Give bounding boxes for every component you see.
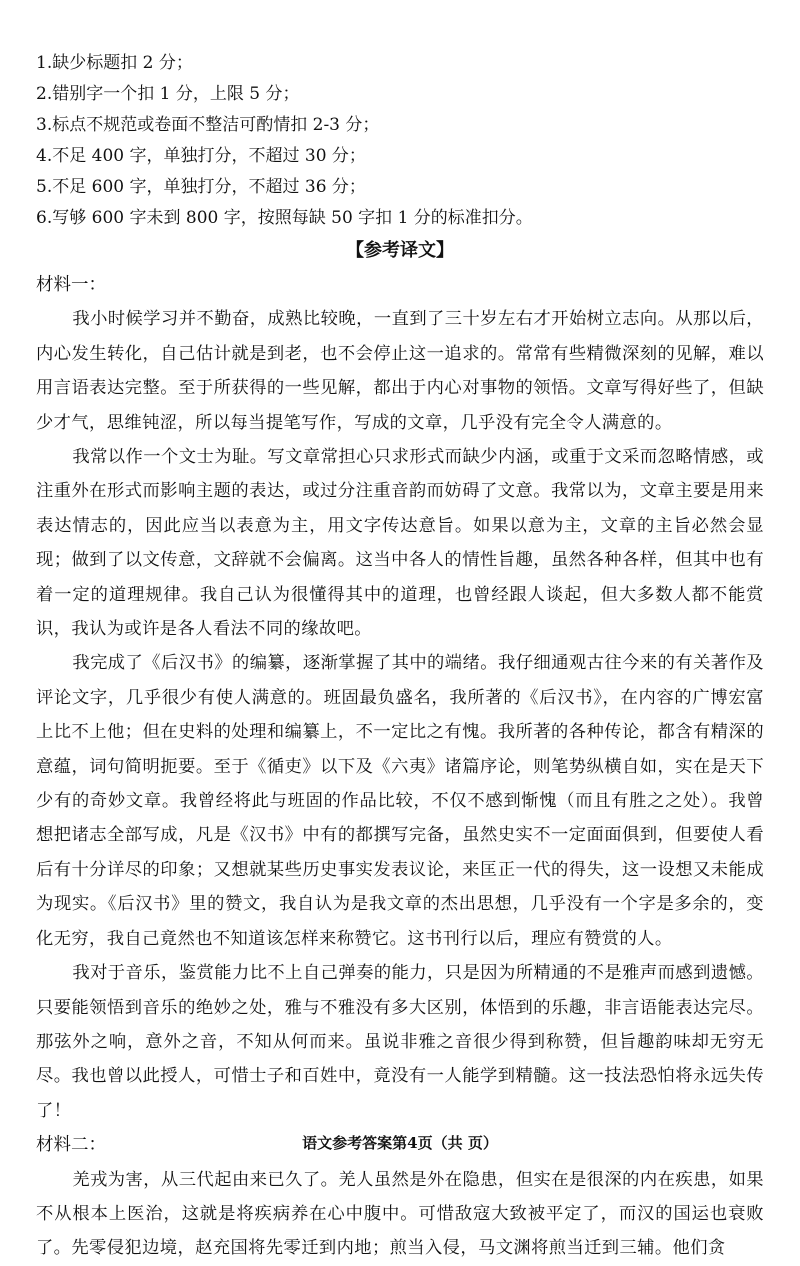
rule-item: 5.不足 600 字，单独打分，不超过 36 分； <box>36 177 366 197</box>
rule-item: 6.写够 600 字未到 800 字，按照每缺 50 字扣 1 分的标准扣分。 <box>36 208 533 228</box>
rule-item: 3.标点不规范或卷面不整洁可酌情扣 2-3 分； <box>36 115 380 135</box>
scoring-rules <box>36 48 776 234</box>
section-heading: 【参考译文】 <box>346 240 454 261</box>
material2-label: 材料二： <box>36 1135 106 1156</box>
material1-paragraph: 我小时候学习并不勤奋，成熟比较晚，一直到了三十岁左右才开始树立志向。从那以后，内心发生转化，自己估计就是到老，也不会停止这一追求的。常常有些精微深刻的见解，难以用言语表达完整。至于所获得的一些见解，都出于内心对事物的领悟。文章写得好些了，但缺少才气，思维钝涩，所以每当提笔写作，写成的文章，几乎没有完全令人满意的。 <box>36 309 764 433</box>
material2-paragraph: 羌戎为害，从三代起由来已久了。羌人虽然是外在隐患，但实在是很深的内在疾患，如果不从根本上医治，这就是将疾病养在心中腹中。可惜敌寇大致被平定了，而汉的国运也衰败了。先零侵犯边境，赵充国将先零迁到内地；煎当入侵，马文渊将煎当迁到三辅。他们贪 <box>36 1169 764 1259</box>
material1-label: 材料一： <box>36 275 106 295</box>
rule-item: 4.不足 400 字，单独打分，不超过 30 分； <box>36 146 366 166</box>
translation-body <box>36 268 764 1266</box>
page-footer: 语文参考答案第4页（共 页） <box>302 1134 498 1152</box>
material1-paragraph: 我完成了《后汉书》的编纂，逐渐掌握了其中的端绪。我仔细通观古往今来的有关著作及评论文字，几乎很少有使人满意的。班固最负盛名，我所著的《后汉书》，在内容的广博宏富上比不上他；但在史料的处理和编纂上，不一定比之有愧。我所著的各种传论，都含有精深的意蕴，词句简明扼要。至于《循吏》以下及《六夷》诸篇序论，则笔势纵横自如，实在是天下少有的奇妙文章。我曾经将此与班固的作品比较，不仅不感到惭愧（而且有胜之之处）。我曾想把诸志全部写成，凡是《汉书》中有的都撰写完备，虽然史实不一定面面俱到，但要使人看后有十分详尽的印象；又想就某些历史事实发表议论，来匡正一代的得失，这一设想又未能成为现实。《后汉书》里的赞文，我自认为是我文章的杰出思想，几乎没有一个字是多余的，变化无穷，我自己竟然也不知道该怎样来称赞它。这书刊行以后，理应有赞赏的人。 <box>36 653 764 949</box>
material1-paragraph: 我对于音乐，鉴赏能力比不上自己弹奏的能力，只是因为所精通的不是雅声而感到遗憾。只要能领悟到音乐的绝妙之处，雅与不雅没有多大区别，体悟到的乐趣，非言语能表达完尽。那弦外之响，意外之音，不知从何而来。虽说非雅之音很少得到称赞，但旨趣韵味却无穷无尽。我也曾以此授人，可惜士子和百姓中，竟没有一人能学到精髓。这一技法恐怕将永远失传了！ <box>36 963 764 1121</box>
rule-item: 1.缺少标题扣 2 分； <box>36 53 193 73</box>
material1-paragraph: 我常以作一个文士为耻。写文章常担心只求形式而缺少内涵，或重于文采而忽略情感，或注重外在形式而影响主题的表达，或过分注重音韵而妨碍了文意。我常以为，文章主要是用来表达情志的，因此应当以表意为主，用文字传达意旨。如果以意为主，文章的主旨必然会显现；做到了以文传意，文辞就不会偏离。这当中各人的情性旨趣，虽然各种各样，但其中也有着一定的道理规律。我自己认为很懂得其中的道理，也曾经跟人谈起，但大多数人都不能赏识，我认为或许是各人看法不同的缘故吧。 <box>36 447 764 640</box>
rule-item: 2.错别字一个扣 1 分，上限 5 分； <box>36 84 300 104</box>
